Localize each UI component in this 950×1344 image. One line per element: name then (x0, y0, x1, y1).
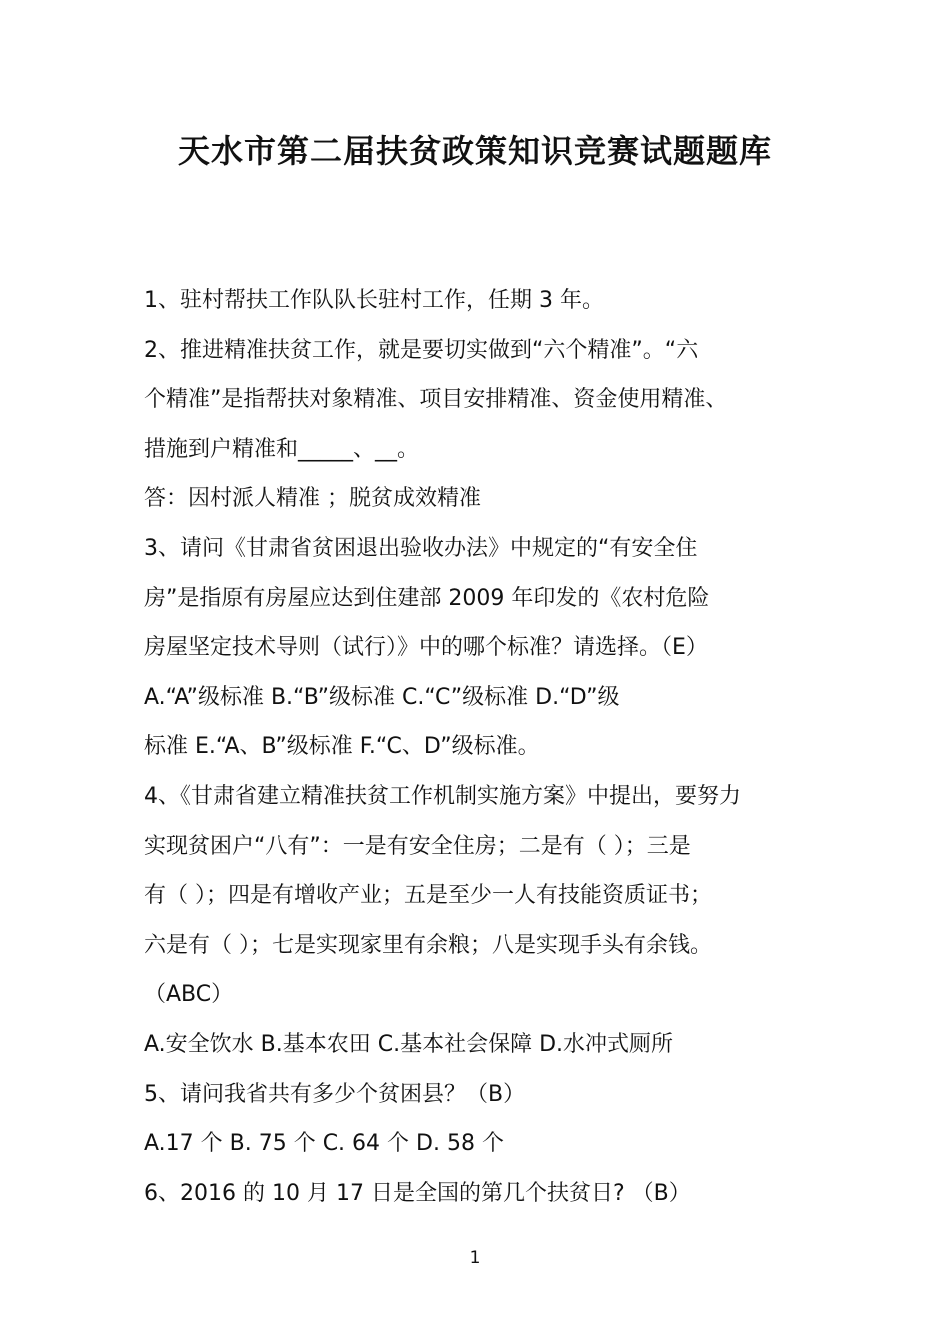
text-line: 有（ ）；四是有增收产业；五是至少一人有技能资质证书； (144, 883, 712, 909)
text-line: 4、《甘肃省建立精准扶贫工作机制实施方案》中提出，要努力 (144, 783, 741, 809)
text-line: 3、请问《甘肃省贫困退出验收办法》中规定的“有安全住 (144, 535, 698, 561)
text-line: 实现贫困户“八有”：一是有安全住房；二是有（ ）；三是 (144, 833, 691, 859)
text-line: 六是有（ ）；七是实现家里有余粮；八是实现手头有余钱。 (144, 932, 712, 958)
text-line: 1、驻村帮扶工作队队长驻村工作，任期 3 年。 (144, 288, 604, 313)
text-line: 个精准”是指帮扶对象精准、项目安排精准、资金使用精准、 (144, 387, 728, 413)
answer-line: （ABC） (144, 982, 234, 1008)
option-line: A.“A”级标准 B.“B”级标准 C.“C”级标准 D.“D”级 (144, 684, 620, 710)
question-content (144, 276, 808, 1218)
text-line: 房”是指原有房屋应达到住建部 2009 年印发的《农村危险 (144, 585, 710, 611)
answer-line: 答：因村派人精准 ；脱贫成效精准 (144, 486, 481, 512)
text-line: 5、请问我省共有多少个贫困县？（B） (144, 1081, 526, 1107)
option-line: A.安全饮水 B.基本农田 C.基本社会保障 D.水冲式厕所 (144, 1031, 674, 1057)
option-line: 标准 E.“A、B”级标准 F.“C、D”级标准。 (144, 734, 540, 760)
page-number: 1 (469, 1248, 481, 1268)
text-line: 房屋坚定技术导则（试行）》中的哪个标准？请选择。（E） (144, 635, 708, 661)
text-line: 措施到户精准和_____、__。 (144, 436, 420, 462)
text-line: 2、推进精准扶贫工作，就是要切实做到“六个精准”。“六 (144, 337, 699, 363)
text-line: 6、2016 的 10 月 17 日是全国的第几个扶贫日? （B） (144, 1180, 691, 1206)
option-line: A.17 个 B. 75 个 C. 64 个 D. 58 个 (144, 1131, 504, 1157)
document-title: 天水市第二届扶贫政策知识竞赛试题题库 (177, 132, 772, 170)
